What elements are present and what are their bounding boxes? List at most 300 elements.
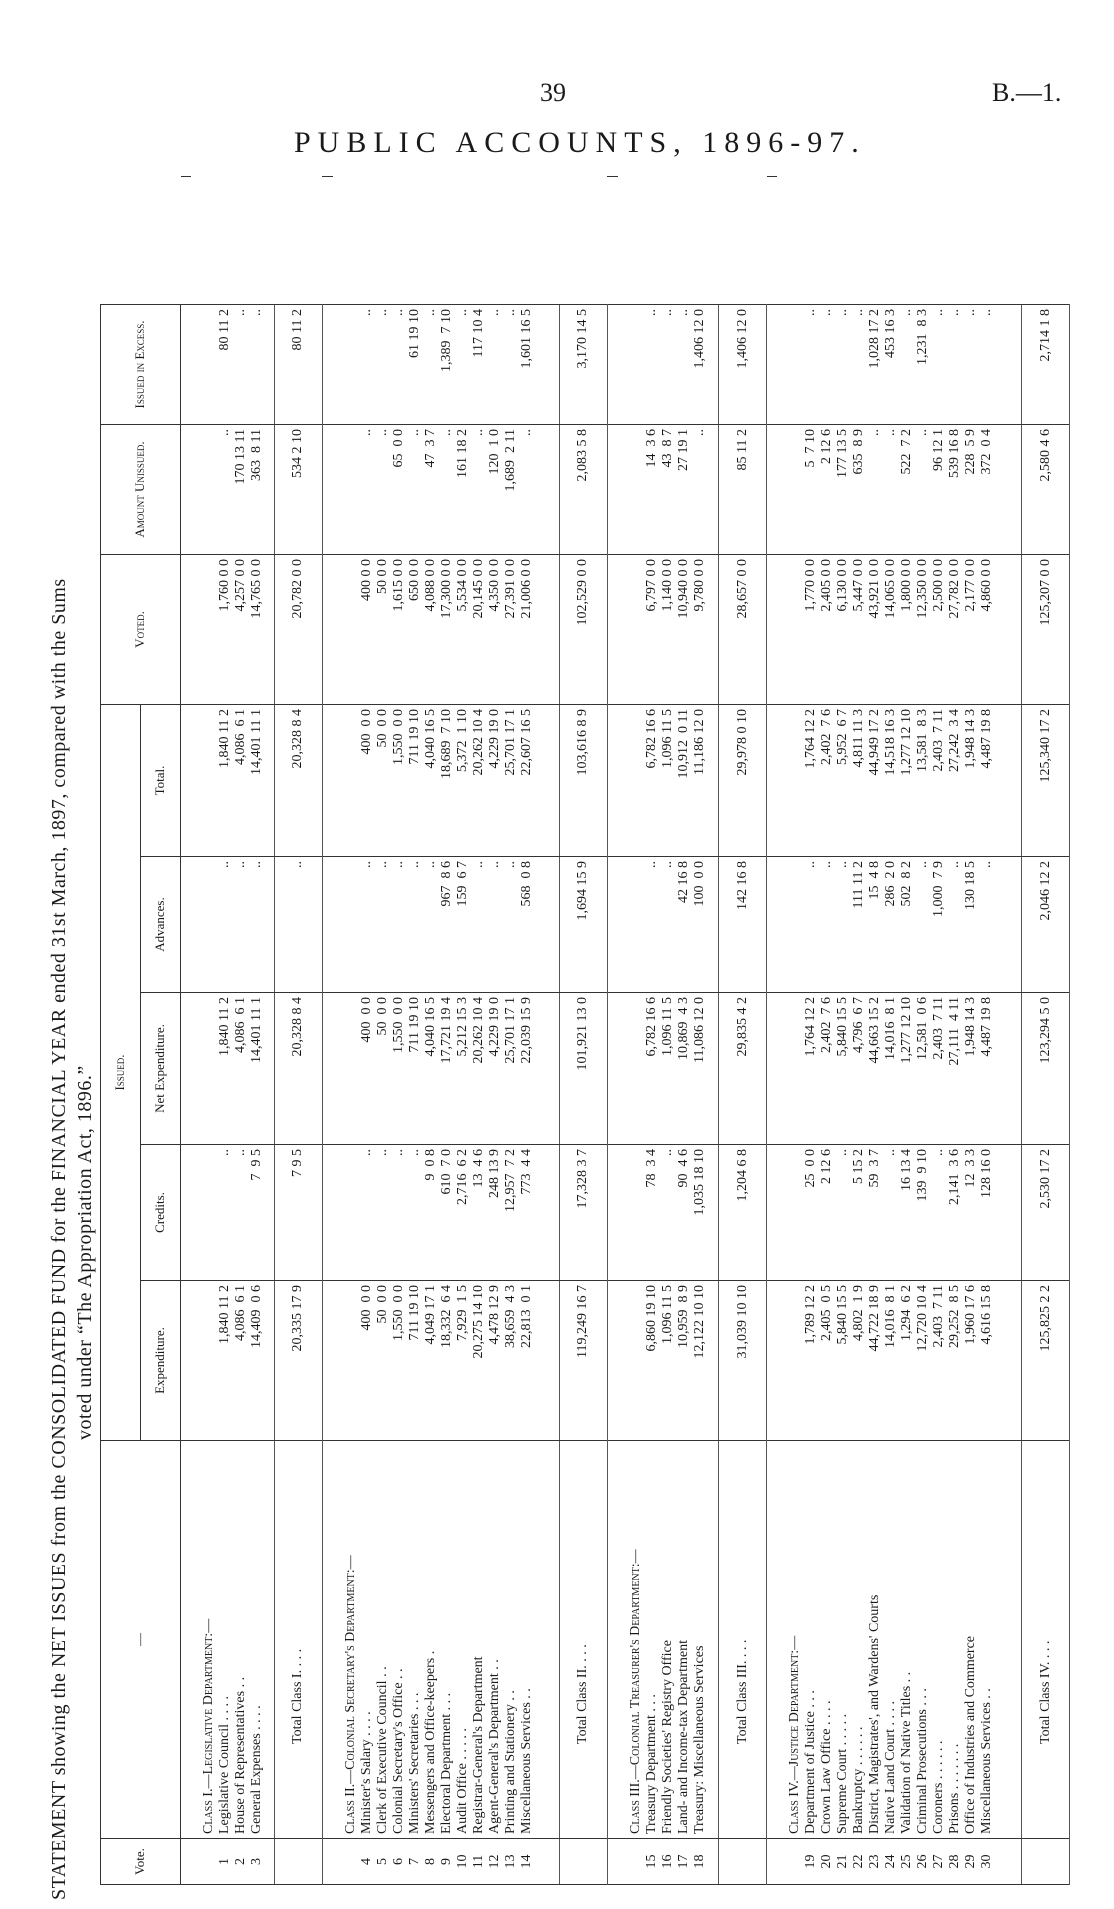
gap-cell bbox=[607, 304, 618, 424]
expenditure-amount: 18,332 6 4 bbox=[438, 1285, 454, 1348]
advances-cell bbox=[618, 857, 719, 993]
credits-amount: .. bbox=[659, 1149, 675, 1156]
excess-amount: 1,231 8 3 bbox=[915, 308, 931, 365]
expenditure-cell bbox=[333, 1281, 559, 1441]
class-heading: Class III.—Colonial Treasurer's Department:— bbox=[627, 1549, 643, 1834]
total-amount: 14,518 16 3 bbox=[883, 708, 899, 776]
amount-spacer bbox=[191, 861, 217, 988]
voted-cell bbox=[618, 554, 719, 704]
excess-cell bbox=[191, 304, 274, 424]
credits-cell bbox=[618, 1145, 719, 1281]
voted-amount: 4,860 0 0 bbox=[979, 558, 995, 612]
credits-amount: 12 3 3 bbox=[963, 1149, 979, 1188]
gap-cell bbox=[607, 993, 618, 1145]
net-amount: 2,402 7 6 bbox=[819, 997, 835, 1053]
excess-amount: 80 11 2 bbox=[217, 308, 232, 351]
vote-cell bbox=[777, 1839, 1021, 1885]
amount-spacer bbox=[618, 997, 644, 1140]
total-unissued: 2,580 4 6 bbox=[1022, 424, 1070, 554]
amount-spacer bbox=[777, 1149, 803, 1276]
advances-amount: 967 8 6 bbox=[438, 861, 454, 907]
unissued-amount: .. bbox=[217, 428, 232, 436]
class-heading: Class I.—Legislative Department:— bbox=[201, 1618, 216, 1834]
expenditure-amount: 10,959 8 9 bbox=[675, 1285, 691, 1348]
gap-cell bbox=[767, 176, 778, 304]
gap-cell bbox=[322, 1839, 333, 1885]
credits-amount: 78 3 4 bbox=[643, 1149, 659, 1188]
excess-amount: .. bbox=[502, 308, 518, 316]
expenditure-amount: 50 0 0 bbox=[374, 1285, 390, 1324]
credits-amount: 5 15 2 bbox=[851, 1149, 867, 1184]
gap-cell bbox=[767, 424, 778, 554]
net-amount: 400 0 0 bbox=[358, 997, 374, 1043]
total-amount: 4,811 11 3 bbox=[851, 708, 867, 768]
total-amount: 2,402 7 6 bbox=[819, 708, 835, 765]
vote-number: 1 bbox=[217, 1858, 232, 1865]
vote-number: 8 bbox=[422, 1858, 438, 1865]
item-label: Treasury: Miscellaneous Services bbox=[691, 1645, 707, 1834]
excess-amount: .. bbox=[963, 308, 979, 316]
total-label-cell bbox=[274, 1441, 322, 1839]
gap-cell bbox=[322, 176, 333, 304]
expenditure-amount: 12,122 10 10 bbox=[691, 1285, 707, 1359]
total-credits: 7 9 5 bbox=[274, 1145, 322, 1281]
total-advances: 1,694 15 9 bbox=[559, 857, 607, 993]
total-amount: 1,764 12 2 bbox=[803, 708, 819, 769]
total-amount: 4,086 6 1 bbox=[233, 708, 248, 765]
vote-number: 22 bbox=[851, 1854, 867, 1869]
expenditure-amount: 400 0 0 bbox=[358, 1285, 374, 1331]
total-net: 101,921 13 0 bbox=[559, 993, 607, 1145]
total-label-cell bbox=[1022, 1441, 1070, 1839]
expenditure-amount: 44,722 18 9 bbox=[867, 1285, 883, 1352]
total-advances: 142 16 8 bbox=[719, 857, 767, 993]
advances-cell bbox=[333, 857, 559, 993]
advances-amount: .. bbox=[249, 861, 264, 868]
net-amount: 10,869 4 3 bbox=[675, 997, 691, 1060]
net-amount: 14,016 8 1 bbox=[883, 997, 899, 1060]
credits-amount: 248 13 9 bbox=[486, 1149, 502, 1198]
total-amount: 5,372 1 10 bbox=[454, 708, 470, 772]
item-label: Office of Industries and Commerce bbox=[963, 1635, 979, 1834]
total-net: 20,328 8 4 bbox=[274, 993, 322, 1145]
advances-cell bbox=[777, 857, 1021, 993]
total-amount: 1,277 12 10 bbox=[899, 708, 915, 776]
col-unissued-header: Amount Unissued. bbox=[101, 424, 181, 554]
vote-number: 13 bbox=[502, 1854, 518, 1869]
unissued-amount: .. bbox=[883, 428, 899, 436]
advances-amount: 568 0 8 bbox=[518, 861, 534, 907]
item-label: Registrar-General's Department bbox=[470, 1656, 486, 1834]
item-label: Minister's Salary . . . . bbox=[358, 1711, 374, 1834]
expenditure-cell bbox=[777, 1281, 1021, 1441]
voted-amount: 14,765 0 0 bbox=[249, 558, 264, 619]
expenditure-cell bbox=[618, 1281, 719, 1441]
advances-amount: .. bbox=[374, 861, 390, 868]
gap-cell bbox=[607, 857, 618, 993]
amount-spacer bbox=[777, 709, 803, 852]
amount-spacer bbox=[777, 997, 803, 1140]
total-label-cell bbox=[719, 1441, 767, 1839]
total-amount: 10,912 0 11 bbox=[675, 708, 691, 779]
net-amount: 50 0 0 bbox=[374, 997, 390, 1036]
gap-cell bbox=[322, 993, 333, 1145]
total-amount: 1,948 14 3 bbox=[963, 708, 979, 769]
advances-amount: .. bbox=[659, 861, 675, 868]
total-amount: 711 19 10 bbox=[406, 708, 422, 765]
voted-cell bbox=[777, 554, 1021, 704]
vote-number: 12 bbox=[486, 1854, 502, 1869]
gap-cell bbox=[607, 1839, 618, 1885]
credits-amount: .. bbox=[390, 1149, 406, 1156]
paper-code: B.—1. bbox=[992, 78, 1062, 107]
gap-cell bbox=[767, 993, 778, 1145]
voted-amount: 6,130 0 0 bbox=[835, 558, 851, 612]
net-amount: 4,086 6 1 bbox=[233, 997, 248, 1053]
advances-amount: .. bbox=[915, 861, 931, 868]
vote-spacer bbox=[191, 1843, 217, 1880]
expenditure-amount: 7,929 1 5 bbox=[454, 1285, 470, 1341]
amount-spacer bbox=[333, 1149, 359, 1276]
credits-amount: 12,957 7 2 bbox=[502, 1149, 518, 1212]
gap-cell bbox=[322, 554, 333, 704]
gap-cell bbox=[181, 424, 192, 554]
class-total-row bbox=[559, 176, 607, 1884]
expenditure-amount: 1,294 6 2 bbox=[899, 1285, 915, 1341]
item-label: Criminal Prosecutions . . . bbox=[915, 1688, 931, 1834]
net-amount: 12,581 0 6 bbox=[915, 997, 931, 1060]
total-total: 103,616 8 9 bbox=[559, 704, 607, 856]
credits-cell bbox=[777, 1145, 1021, 1281]
advances-amount: 502 8 2 bbox=[899, 861, 915, 907]
item-label: Native Land Court . . . . bbox=[883, 1701, 899, 1834]
total-net: 123,294 5 0 bbox=[1022, 993, 1070, 1145]
excess-amount: .. bbox=[675, 308, 691, 316]
expenditure-amount: 5,840 15 5 bbox=[835, 1285, 851, 1345]
net-amount: 1,840 11 2 bbox=[217, 997, 232, 1056]
excess-amount: .. bbox=[947, 308, 963, 316]
expenditure-amount: 4,802 1 9 bbox=[851, 1285, 867, 1341]
gap-cell bbox=[767, 554, 778, 704]
vote-cell bbox=[333, 1839, 559, 1885]
total-amount: 4,040 16 5 bbox=[422, 708, 438, 769]
total-credits: 17,328 3 7 bbox=[559, 1145, 607, 1281]
net-amount: 1,764 12 2 bbox=[803, 997, 819, 1057]
unissued-amount: .. bbox=[691, 428, 707, 436]
col-issued-header: Issued. bbox=[101, 704, 141, 1440]
gap-cell bbox=[767, 704, 778, 856]
ledger-body bbox=[181, 176, 1070, 1884]
excess-amount: .. bbox=[899, 308, 915, 316]
credits-amount: 2,141 3 6 bbox=[947, 1149, 963, 1205]
voted-cell bbox=[333, 554, 559, 704]
unissued-amount: 43 8 7 bbox=[659, 428, 675, 468]
credits-amount: 59 3 7 bbox=[867, 1149, 883, 1188]
voted-amount: 6,797 0 0 bbox=[643, 558, 659, 612]
credits-cell bbox=[333, 1145, 559, 1281]
net-amount: 1,948 14 3 bbox=[963, 997, 979, 1057]
unissued-amount: 5 7 10 bbox=[803, 428, 819, 468]
net-cell bbox=[777, 993, 1021, 1145]
credits-amount: .. bbox=[931, 1149, 947, 1156]
credits-amount: .. bbox=[217, 1149, 232, 1156]
credits-amount: 1,035 18 10 bbox=[691, 1149, 707, 1216]
total-amount: 44,949 17 2 bbox=[867, 708, 883, 776]
total-voted: 125,207 0 0 bbox=[1022, 554, 1070, 704]
unissued-amount: 228 5 9 bbox=[963, 428, 979, 475]
item-label: Department of Justice . . . bbox=[803, 1690, 819, 1834]
vote-number: 27 bbox=[931, 1854, 947, 1869]
class-heading: Class II.—Colonial Secretary's Department:— bbox=[342, 1555, 358, 1834]
vote-number: 24 bbox=[883, 1854, 899, 1869]
total-voted: 102,529 0 0 bbox=[559, 554, 607, 704]
net-amount: 4,229 19 0 bbox=[486, 997, 502, 1057]
vote-number: 3 bbox=[249, 1858, 264, 1865]
advances-amount: .. bbox=[486, 861, 502, 868]
col-advances-header: Advances. bbox=[141, 857, 181, 993]
voted-amount: 43,921 0 0 bbox=[867, 558, 883, 619]
credits-amount: .. bbox=[835, 1149, 851, 1156]
unissued-amount: 539 16 8 bbox=[947, 428, 963, 478]
unissued-amount: 522 7 2 bbox=[899, 428, 915, 475]
voted-amount: 50 0 0 bbox=[374, 558, 390, 594]
advances-amount: 159 6 7 bbox=[454, 861, 470, 907]
total-expenditure: 119,249 16 7 bbox=[559, 1281, 607, 1441]
col-voted-header: Voted. bbox=[101, 554, 181, 704]
excess-amount: 1,028 17 2 bbox=[867, 308, 883, 369]
class-gap bbox=[767, 176, 778, 1884]
advances-amount: 15 4 8 bbox=[867, 861, 883, 900]
amount-spacer bbox=[333, 1285, 359, 1436]
voted-amount: 27,782 0 0 bbox=[947, 558, 963, 619]
unissued-amount: 65 0 0 bbox=[390, 428, 406, 468]
excess-amount: .. bbox=[819, 308, 835, 316]
unissued-amount: .. bbox=[358, 428, 374, 436]
item-label: Printing and Stationery . . bbox=[502, 1690, 518, 1834]
amount-spacer bbox=[333, 861, 359, 988]
total-label: Total Class IV. . . . bbox=[1037, 1640, 1053, 1744]
vote-number: 21 bbox=[835, 1854, 851, 1869]
voted-amount: 9,780 0 0 bbox=[691, 558, 707, 612]
expenditure-amount: 1,960 17 6 bbox=[963, 1285, 979, 1345]
item-cell bbox=[191, 1441, 274, 1839]
unissued-amount: .. bbox=[915, 428, 931, 436]
gap-cell bbox=[607, 424, 618, 554]
advances-amount: .. bbox=[803, 861, 819, 868]
vote-cell bbox=[618, 1839, 719, 1885]
net-amount: 14,401 11 1 bbox=[249, 997, 264, 1063]
credits-amount: .. bbox=[358, 1149, 374, 1156]
unissued-amount: 177 13 5 bbox=[835, 428, 851, 478]
unissued-amount: 47 3 7 bbox=[422, 428, 438, 468]
expenditure-amount: 4,478 12 9 bbox=[486, 1285, 502, 1345]
advances-amount: 100 0 0 bbox=[691, 861, 707, 907]
total-excess: 2,714 1 8 bbox=[1022, 304, 1070, 424]
total-cell bbox=[618, 704, 719, 856]
unissued-amount: 96 12 1 bbox=[931, 428, 947, 471]
item-label: Messengers and Office-keepers . bbox=[422, 1650, 438, 1834]
advances-amount: 111 11 2 bbox=[851, 861, 867, 909]
net-amount: 20,262 10 4 bbox=[470, 997, 486, 1064]
amount-spacer bbox=[618, 429, 644, 550]
vote-spacer bbox=[618, 1843, 644, 1880]
voted-cell bbox=[191, 554, 274, 704]
gap-cell bbox=[181, 304, 192, 424]
total-voted: 28,657 0 0 bbox=[719, 554, 767, 704]
voted-amount: 17,300 0 0 bbox=[438, 558, 454, 619]
col-item-header: — bbox=[101, 1441, 181, 1839]
excess-amount: .. bbox=[803, 308, 819, 316]
excess-amount: 453 16 3 bbox=[883, 308, 899, 358]
amount-spacer bbox=[191, 559, 217, 700]
total-amount: 4,229 19 0 bbox=[486, 708, 502, 769]
excess-amount: .. bbox=[454, 308, 470, 316]
amount-spacer bbox=[191, 309, 217, 420]
credits-amount: 610 7 0 bbox=[438, 1149, 454, 1195]
amount-spacer bbox=[191, 1285, 217, 1436]
advances-amount: .. bbox=[947, 861, 963, 868]
excess-amount: .. bbox=[422, 308, 438, 316]
gap-cell bbox=[322, 1441, 333, 1839]
expenditure-amount: 2,403 7 11 bbox=[931, 1285, 947, 1348]
expenditure-amount: 20,275 14 10 bbox=[470, 1285, 486, 1359]
total-amount: 25,701 17 1 bbox=[502, 708, 518, 776]
expenditure-amount: 12,720 10 4 bbox=[915, 1285, 931, 1352]
item-label: Clerk of Executive Council . . bbox=[374, 1666, 390, 1834]
gap-cell bbox=[767, 857, 778, 993]
advances-amount: .. bbox=[358, 861, 374, 868]
amount-spacer bbox=[618, 309, 644, 420]
excess-amount: 117 10 4 bbox=[470, 308, 486, 358]
total-expenditure: 31,039 10 10 bbox=[719, 1281, 767, 1441]
total-excess: 80 11 2 bbox=[274, 304, 322, 424]
total-cell bbox=[191, 704, 274, 856]
voted-amount: 5,534 0 0 bbox=[454, 558, 470, 612]
credits-amount: 7 9 5 bbox=[249, 1149, 264, 1181]
total-cell bbox=[333, 704, 559, 856]
unissued-amount: 635 8 9 bbox=[851, 428, 867, 475]
amount-spacer bbox=[777, 559, 803, 700]
excess-amount: .. bbox=[486, 308, 502, 316]
unissued-amount: 161 18 2 bbox=[454, 428, 470, 478]
total-amount: 2,403 7 11 bbox=[931, 708, 947, 772]
vote-number: 16 bbox=[659, 1854, 675, 1869]
voted-amount: 2,177 0 0 bbox=[963, 558, 979, 612]
class-block bbox=[191, 176, 274, 1884]
voted-amount: 1,140 0 0 bbox=[659, 558, 675, 612]
voted-amount: 1,770 0 0 bbox=[803, 558, 819, 612]
total-total: 20,328 8 4 bbox=[274, 704, 322, 856]
vote-number: 30 bbox=[979, 1854, 995, 1869]
total-amount: 50 0 0 bbox=[374, 708, 390, 748]
advances-amount: .. bbox=[979, 861, 995, 868]
net-cell bbox=[333, 993, 559, 1145]
net-amount: 5,840 15 5 bbox=[835, 997, 851, 1057]
statement-title: STATEMENT showing the NET ISSUES from the CONSOLIDATED FUND for the FINANCIAL YEAR ended 31st March, 1897, compared with the Sums bbox=[48, 578, 70, 1900]
total-amount: 13,581 8 3 bbox=[915, 708, 931, 772]
total-vote-cell bbox=[719, 1839, 767, 1885]
total-amount: 1,550 0 0 bbox=[390, 708, 406, 765]
total-total: 125,340 17 2 bbox=[1022, 704, 1070, 856]
expenditure-amount: 2,405 0 5 bbox=[819, 1285, 835, 1341]
total-amount: 6,782 16 6 bbox=[643, 708, 659, 769]
item-label: Land- and Income-tax Department bbox=[675, 1640, 691, 1834]
credits-amount: 16 13 4 bbox=[899, 1149, 915, 1191]
advances-amount: 42 16 8 bbox=[675, 861, 691, 903]
gap-cell bbox=[767, 304, 778, 424]
net-amount: 1,096 11 5 bbox=[659, 997, 675, 1056]
total-amount: 27,242 3 4 bbox=[947, 708, 963, 772]
excess-amount: 1,389 7 10 bbox=[438, 308, 454, 372]
amount-spacer bbox=[191, 997, 217, 1140]
vote-number: 19 bbox=[803, 1854, 819, 1869]
voted-amount: 4,088 0 0 bbox=[422, 558, 438, 612]
class-block bbox=[618, 176, 719, 1884]
credits-amount: 128 16 0 bbox=[979, 1149, 995, 1198]
excess-amount: 61 19 10 bbox=[406, 308, 422, 358]
class-block bbox=[777, 176, 1021, 1884]
total-advances: .. bbox=[274, 857, 322, 993]
credits-amount: 90 4 6 bbox=[675, 1149, 691, 1188]
expenditure-amount: 29,252 8 5 bbox=[947, 1285, 963, 1348]
advances-amount: .. bbox=[835, 861, 851, 868]
voted-amount: 1,800 0 0 bbox=[899, 558, 915, 612]
gap-cell bbox=[181, 704, 192, 856]
total-amount: 18,689 7 10 bbox=[438, 708, 454, 779]
unissued-amount: 170 13 11 bbox=[233, 428, 248, 485]
gap-cell bbox=[767, 1441, 778, 1839]
vote-number: 20 bbox=[819, 1854, 835, 1869]
total-amount: 4,487 19 8 bbox=[979, 708, 995, 769]
total-expenditure: 20,335 17 9 bbox=[274, 1281, 322, 1441]
voted-amount: 1,615 0 0 bbox=[390, 558, 406, 612]
accounts-table-rotated bbox=[100, 177, 1070, 1885]
vote-number: 23 bbox=[867, 1854, 883, 1869]
advances-amount: .. bbox=[217, 861, 232, 868]
voted-amount: 27,391 0 0 bbox=[502, 558, 518, 619]
total-advances: 2,046 12 2 bbox=[1022, 857, 1070, 993]
excess-amount: .. bbox=[374, 308, 390, 316]
excess-amount: .. bbox=[979, 308, 995, 316]
net-cell bbox=[618, 993, 719, 1145]
voted-amount: 2,405 0 0 bbox=[819, 558, 835, 612]
vote-number: 5 bbox=[374, 1858, 390, 1865]
voted-amount: 10,940 0 0 bbox=[675, 558, 691, 619]
total-unissued: 2,083 5 8 bbox=[559, 424, 607, 554]
col-net-header: Net Expenditure. bbox=[141, 993, 181, 1145]
excess-amount: .. bbox=[358, 308, 374, 316]
gap-cell bbox=[181, 1281, 192, 1441]
total-excess: 1,406 12 0 bbox=[719, 304, 767, 424]
advances-amount: .. bbox=[819, 861, 835, 868]
unissued-cell bbox=[618, 424, 719, 554]
expenditure-cell bbox=[191, 1281, 274, 1441]
amount-spacer bbox=[333, 997, 359, 1140]
vote-spacer bbox=[333, 1843, 359, 1880]
gap-cell bbox=[767, 1281, 778, 1441]
amount-spacer bbox=[191, 709, 217, 852]
vote-number: 29 bbox=[963, 1854, 979, 1869]
voted-amount: 650 0 0 bbox=[406, 558, 422, 601]
excess-amount: .. bbox=[931, 308, 947, 316]
vote-number: 18 bbox=[691, 1854, 707, 1869]
net-amount: 4,040 16 5 bbox=[422, 997, 438, 1057]
gap-cell bbox=[767, 1145, 778, 1281]
unissued-cell bbox=[333, 424, 559, 554]
net-amount: 1,550 0 0 bbox=[390, 997, 406, 1053]
amount-spacer bbox=[777, 309, 803, 420]
gap-cell bbox=[181, 1839, 192, 1885]
